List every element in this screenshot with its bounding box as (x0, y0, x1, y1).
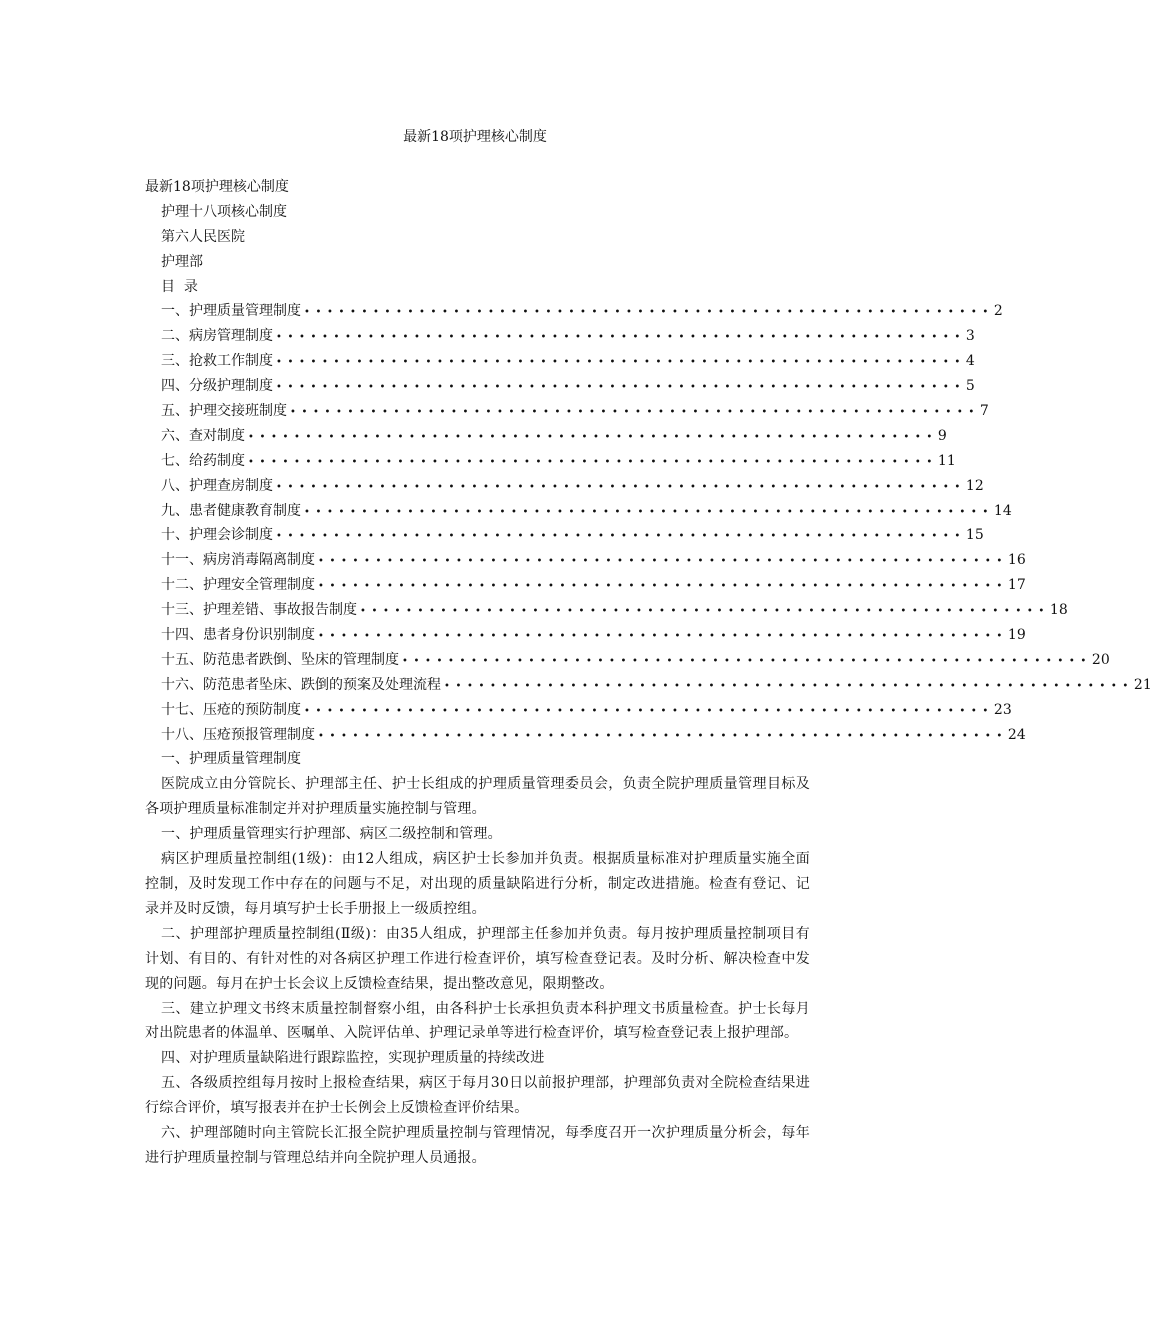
toc-entry (145, 648, 1110, 673)
toc-entry-label: 八、护理查房制度 (161, 477, 273, 494)
table-of-contents (145, 299, 1152, 747)
toc-entry (145, 374, 975, 399)
toc-entry (145, 523, 984, 548)
toc-dot-leader: •••••••••••••••••••••••••••••••••••••••••••••••••••••••••••• (318, 631, 1008, 643)
toc-entry-label: 一、护理质量管理制度 (161, 303, 301, 320)
body-paragraph: 五、各级质控组每月按时上报检查结果，病区于每月30日以前报护理部，护理部负责对全院检查结果进行综合评价，填写报表并在护士长例会上反馈检查评价结果。 (145, 1075, 810, 1117)
section-heading: 一、护理质量管理制度 (161, 751, 301, 768)
toc-dot-leader: •••••••••••••••••••••••••••••••••••••••••••••••••••••••••••• (290, 407, 980, 419)
toc-entry (145, 548, 1026, 573)
toc-entry (145, 424, 947, 449)
toc-entry-label: 十三、护理差错、事故报告制度 (161, 602, 357, 619)
toc-entry-label: 十一、病房消毒隔离制度 (161, 552, 315, 569)
toc-entry-page: 16 (1007, 552, 1026, 569)
body-paragraph: 一、护理质量管理实行护理部、病区二级控制和管理。 (161, 826, 502, 843)
body-paragraph: 二、护理部护理质量控制组(Ⅱ级)：由35人组成，护理部主任参加并负责。每月按护理质量控制项目有计划、有目的、有针对性的对各病区护理工作进行检查评价，填写检查登记表。及时分析、解决检查中发现的问题。每月在护士长会议上反馈检查结果，提出整改意见，限期整改。 (145, 925, 810, 992)
toc-entry-page: 19 (1007, 627, 1026, 644)
toc-dot-leader: •••••••••••••••••••••••••••••••••••••••••••••••••••••••••••• (276, 531, 966, 543)
toc-entry-page: 20 (1091, 651, 1110, 668)
toc-dot-leader: •••••••••••••••••••••••••••••••••••••••••••••••••••••••••••• (304, 307, 994, 319)
toc-entry-page: 12 (965, 477, 984, 494)
body-paragraph: 医院成立由分管院长、护理部主任、护士长组成的护理质量管理委员会，负责全院护理质量管理目标及各项护理质量标准制定并对护理质量实施控制与管理。 (145, 776, 810, 818)
toc-dot-leader: •••••••••••••••••••••••••••••••••••••••••••••••••••••••••••• (402, 655, 1092, 667)
toc-dot-leader: •••••••••••••••••••••••••••••••••••••••••••••••••••••••••••• (276, 332, 966, 344)
toc-entry-label: 三、抢救工作制度 (161, 353, 273, 370)
toc-dot-leader: •••••••••••••••••••••••••••••••••••••••••••••••••••••••••••• (248, 456, 938, 468)
toc-dot-leader: •••••••••••••••••••••••••••••••••••••••••••••••••••••••••••• (360, 606, 1050, 618)
header-line-hospital: 第六人民医院 (161, 228, 245, 245)
toc-entry (145, 598, 1068, 623)
toc-entry (145, 723, 1026, 748)
section-paragraphs (145, 772, 810, 1171)
header-line-department: 护理部 (161, 253, 203, 270)
toc-entry (145, 449, 956, 474)
toc-entry-page: 17 (1007, 577, 1026, 594)
toc-entry (145, 299, 1003, 324)
toc-entry (145, 623, 1026, 648)
toc-entry (145, 474, 984, 499)
toc-entry (145, 573, 1026, 598)
toc-entry-page: 24 (1007, 726, 1026, 743)
header-line-main: 最新18项护理核心制度 (145, 179, 289, 195)
toc-entry-label: 十二、护理安全管理制度 (161, 577, 315, 594)
toc-entry-label: 五、护理交接班制度 (161, 403, 287, 420)
toc-entry-label: 十、护理会诊制度 (161, 527, 273, 544)
body-paragraph: 六、护理部随时向主管院长汇报全院护理质量控制与管理情况，每季度召开一次护理质量分析会，每年进行护理质量控制与管理总结并向全院护理人员通报。 (145, 1125, 810, 1166)
toc-dot-leader: •••••••••••••••••••••••••••••••••••••••••••••••••••••••••••• (276, 481, 966, 493)
toc-dot-leader: •••••••••••••••••••••••••••••••••••••••••••••••••••••••••••• (276, 382, 966, 394)
toc-entry-label: 十五、防范患者跌倒、坠床的管理制度 (161, 651, 399, 668)
header-line-subtitle: 护理十八项核心制度 (161, 203, 287, 220)
document-title: 最新18项护理核心制度 (403, 129, 547, 145)
toc-entry-page: 15 (965, 527, 984, 544)
toc-entry-label: 十八、压疮预报管理制度 (161, 726, 315, 743)
toc-entry (145, 324, 975, 349)
toc-entry-page: 14 (993, 502, 1012, 519)
toc-entry-page: 18 (1049, 602, 1068, 619)
body-paragraph: 三、建立护理文书终末质量控制督察小组，由各科护士长承担负责本科护理文书质量检查。护士长每月对出院患者的体温单、医嘱单、入院评估单、护理记录单等进行检查评价，填写检查登记表上报护理部。 (145, 1000, 810, 1042)
toc-entry-label: 六、查对制度 (161, 427, 245, 444)
document-body (145, 175, 1152, 1171)
toc-entry-label: 十七、压疮的预防制度 (161, 701, 301, 718)
toc-entry-page: 3 (965, 328, 975, 345)
toc-dot-leader: •••••••••••••••••••••••••••••••••••••••••••••••••••••••••••• (318, 730, 1008, 742)
toc-entry-page: 11 (937, 452, 956, 469)
toc-entry-label: 十四、患者身份识别制度 (161, 627, 315, 644)
toc-dot-leader: •••••••••••••••••••••••••••••••••••••••••••••••••••••••••••• (318, 556, 1008, 568)
toc-entry-label: 二、病房管理制度 (161, 328, 273, 345)
toc-entry-page: 5 (965, 378, 975, 395)
toc-dot-leader: •••••••••••••••••••••••••••••••••••••••••••••••••••••••••••• (248, 431, 938, 443)
toc-heading: 目 录 (161, 278, 198, 295)
toc-dot-leader: •••••••••••••••••••••••••••••••••••••••••••••••••••••••••••• (304, 705, 994, 717)
toc-entry (145, 399, 989, 424)
body-paragraph: 病区护理质量控制组(1级)：由12人组成，病区护士长参加并负责。根据质量标准对护理质量实施全面控制，及时发现工作中存在的问题与不足，对出现的质量缺陷进行分析，制定改进措施。检查有登记、记录并及时反馈，每月填写护士长手册报上一级质控组。 (145, 851, 810, 917)
toc-entry-page: 21 (1133, 676, 1152, 693)
toc-entry (145, 698, 1012, 723)
toc-entry-page: 7 (979, 403, 989, 420)
toc-dot-leader: •••••••••••••••••••••••••••••••••••••••••••••••••••••••••••• (318, 581, 1008, 593)
toc-entry-page: 2 (993, 303, 1003, 320)
toc-entry-page: 4 (965, 353, 975, 370)
toc-entry-page: 23 (993, 701, 1012, 718)
toc-dot-leader: •••••••••••••••••••••••••••••••••••••••••••••••••••••••••••• (276, 357, 966, 369)
toc-dot-leader: •••••••••••••••••••••••••••••••••••••••••••••••••••••••••••• (444, 680, 1134, 692)
toc-entry-label: 四、分级护理制度 (161, 378, 273, 395)
toc-dot-leader: •••••••••••••••••••••••••••••••••••••••••••••••••••••••••••• (304, 506, 994, 518)
toc-entry-label: 九、患者健康教育制度 (161, 502, 301, 519)
toc-entry (145, 673, 1152, 698)
toc-entry (145, 349, 975, 374)
toc-entry-label: 十六、防范患者坠床、跌倒的预案及处理流程 (161, 676, 441, 693)
toc-entry (145, 499, 1012, 524)
body-paragraph: 四、对护理质量缺陷进行跟踪监控，实现护理质量的持续改进 (161, 1050, 545, 1067)
toc-entry-label: 七、给药制度 (161, 452, 245, 469)
toc-entry-page: 9 (937, 427, 947, 444)
